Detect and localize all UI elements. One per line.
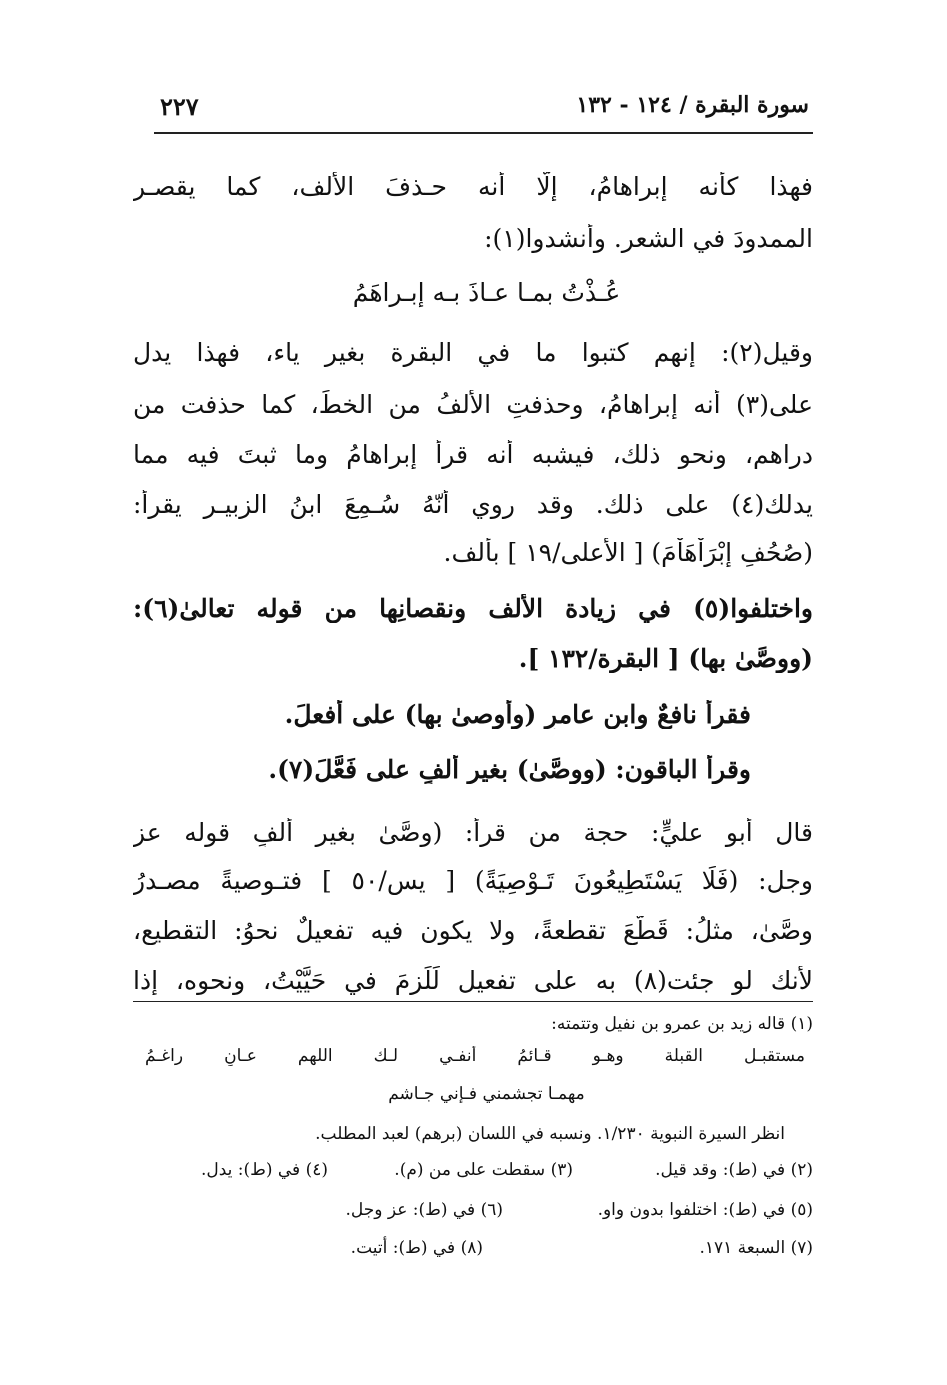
body-line-8: واختلفوا(٥) في زيادة الألف ونقصانِها من قوله تعالىٰ(٦): [133,594,813,623]
body-line-15: لأنك لو جئت(٨) به على تفعيل لَلَزِمَ في حَيَّيْتُ، ونحوه، إذا [133,966,813,995]
body-line-6: يدلك(٤) على ذلك. وقد روي أنّهُ سُـمِعَ ابنُ الزبيـر يقرأ: [133,490,813,519]
footnote-4: (٤) في (ط): يدل. [200,1160,328,1180]
running-title: سورة البقرة / ١٢٤ - ١٣٢ [576,92,809,118]
reading-nafi: فقرأ نافعٌ وابن عامرٍ (وأوصىٰ بها) على أفعلَ. [284,700,751,729]
body-line-13: وجل: (فَلَا يَسْتَطِيعُونَ تَـوْصِيَةً) [ يس/٥٠ ] فتـوصيةً مصـدرُ [133,866,813,895]
footnote-2: (٢) في (ط): وقد قيل. [655,1160,813,1180]
footnotes-row-3 [133,1238,813,1258]
body-line-5: دراهم، ونحو ذلك، فيشبه أنه قرأ إبراهامُ وما ثبتَ فيه مما [133,440,813,469]
footnote-7: (٧) السبعة ١٧١. [699,1238,813,1258]
footnote-5: (٥) في (ط): اختلفوا بدون واو. [597,1200,813,1220]
body-line-2: الممدودَ في الشعر. وأنشدوا(١): [484,224,813,253]
footnote-8: (٨) في (ط): أتيت. [350,1238,483,1258]
reading-others: وقرأ الباقون: (ووصَّىٰ) بغير ألفٍ على فَعَّلَ(٧). [268,755,751,784]
footnote-1-verse-1: مستقبـل القبلة وهـو قـائمُ أنفـي لـك اللهم عـانٍ راغـمُ [145,1046,805,1066]
body-line-12: قال أبو عليٍّ: حجة من قرأ: (وصَّىٰ بغير ألفٍ قوله عز [133,818,813,847]
body-line-1: فهذا كأنه إبراهامُ، إلّا أنه حـذفَ الألف، كما يقصـر [133,172,813,201]
header-rule [154,132,813,134]
footnote-rule [133,1001,813,1002]
footnote-1-intro: (١) قاله زيد بن عمرو بن نفيل وتتمته: [551,1014,813,1034]
footnote-3: (٣) سقطت على من (م). [394,1160,573,1180]
body-line-7: (صُحُفِ إِبْرَاْهَاْمَ) [ الأعلى/١٩ ] بألف. [443,538,813,567]
footnotes-row-1 [133,1160,813,1180]
body-line-3: وقيل(٢): إنهم كتبوا ما في البقرة بغير ياء، فهذا يدل [133,338,813,367]
page-number: ٢٢٧ [160,92,199,121]
footnotes-row-2 [133,1200,813,1220]
body-line-14: وصَّىٰ، مثلُ: قَطَّعَ تقطعةً، ولا يكون فيه تفعيلٌ نحوُ: التقطيع، [133,916,813,945]
body-line-4: على(٣) أنه إبراهامُ، وحذفتِ الألفُ من الخطِّ، كما حذفت من [133,390,813,419]
body-line-9: (ووصَّىٰ بها) [ البقرة/١٣٢ ]. [518,644,813,673]
verse-line: عُـذْتُ بمـا عـاذَ بـه إبـراهَمُ [352,278,621,307]
footnote-1-source: انظر السيرة النبوية ١/٢٣٠. ونسبه في اللسان (برهم) لعبد المطلب. [315,1124,785,1144]
footnote-6: (٦) في (ط): عز وجل. [345,1200,503,1220]
footnote-1-verse-2: مهمـا تجشمني فـإني جـاشم [388,1084,585,1104]
